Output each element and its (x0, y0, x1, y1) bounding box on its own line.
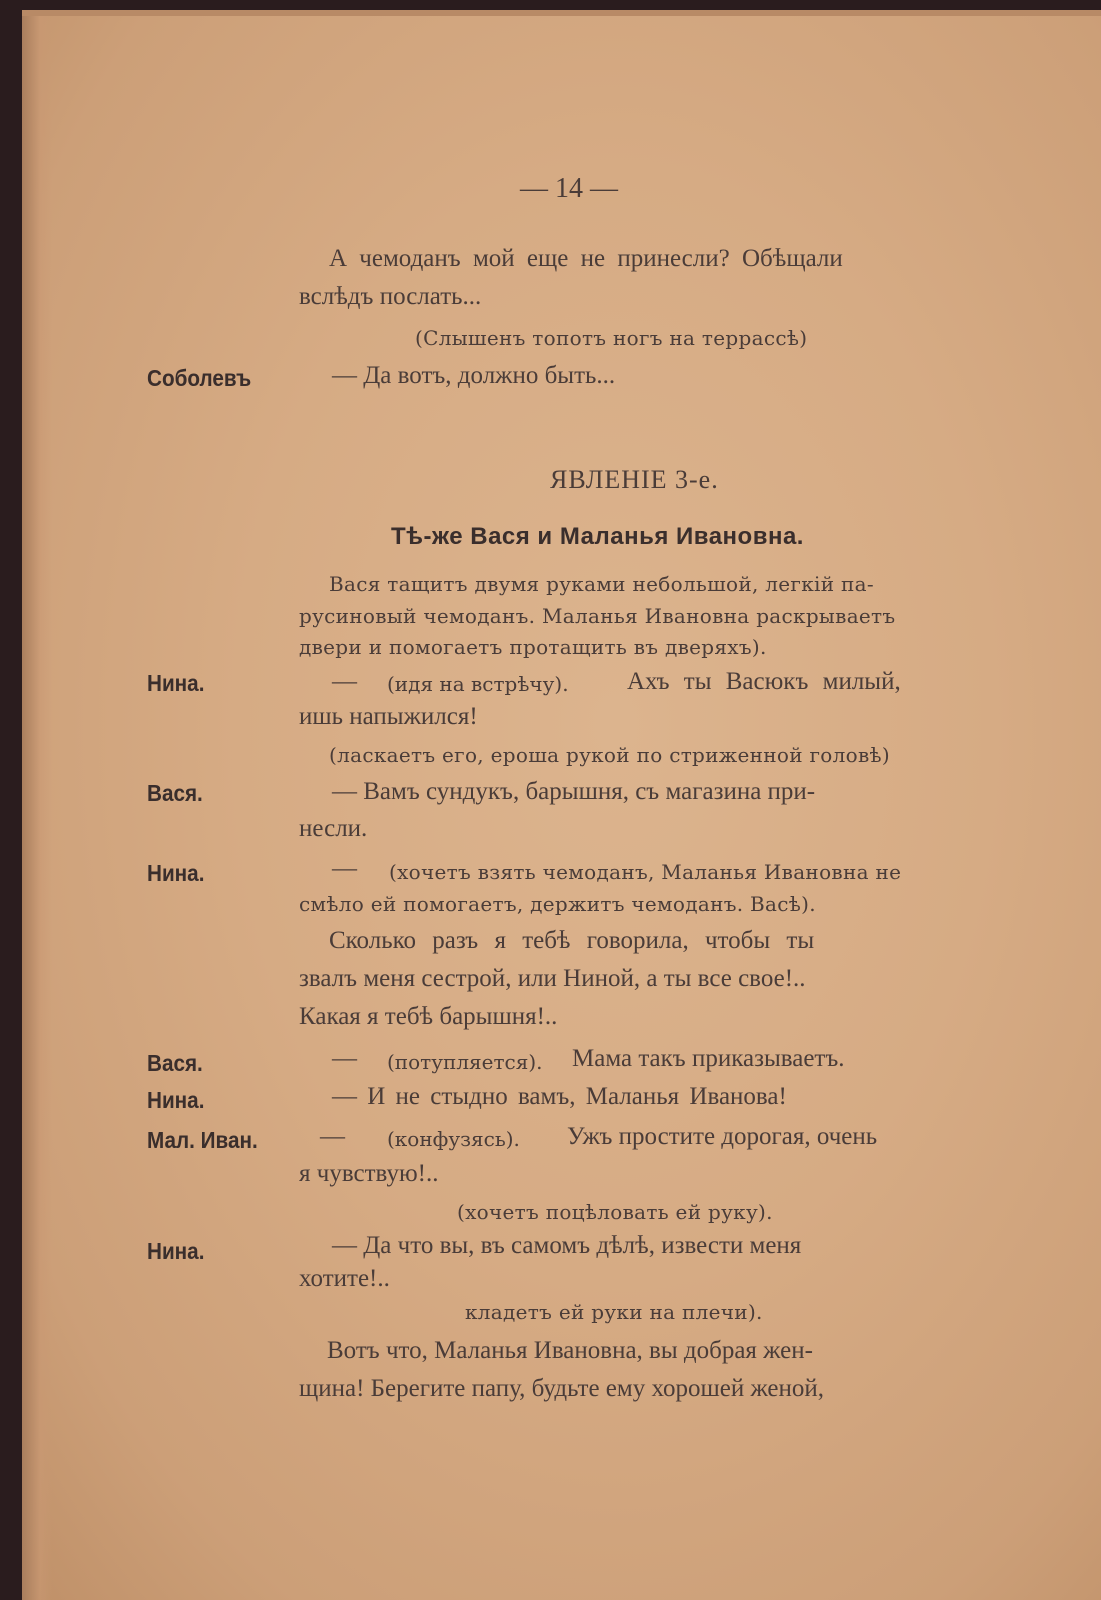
dash: — (332, 668, 357, 695)
dash: — (320, 1123, 345, 1150)
text-line: — И не стыдно вамъ, Маланья Иванова! (332, 1083, 787, 1110)
stage-direction: (хочетъ взять чемоданъ, Маланья Ивановна не (389, 860, 902, 884)
stage-direction: смѣло ей помогаетъ, держитъ чемоданъ. Васѣ). (299, 892, 816, 916)
text-line: — Вамъ сундукъ, барышня, съ магазина при- (332, 778, 816, 805)
dash: — (332, 855, 357, 882)
stage-direction: (идя на встрѣчу). (387, 672, 569, 696)
text-line: Ужъ простите дорогая, очень (567, 1123, 878, 1150)
text-line: Ахъ ты Васюкъ милый, (627, 668, 901, 695)
text-line: хотите!.. (299, 1265, 390, 1292)
stage-direction: (конфузясь). (387, 1127, 520, 1151)
stage-direction: Вася тащитъ двумя руками небольшой, легкій па- (329, 572, 874, 596)
stage-direction: (потупляется). (387, 1050, 543, 1074)
stage-direction: (хочетъ поцѣловать ей руку). (457, 1200, 773, 1224)
text-line: — Да что вы, въ самомъ дѣлѣ, извести меня (332, 1232, 802, 1259)
speaker-name: Нина. (147, 1087, 205, 1113)
speaker-name: Нина. (147, 860, 205, 886)
book-page (22, 10, 1101, 1600)
text-line: несли. (299, 815, 368, 842)
scene-cast: Тѣ-же Вася и Маланья Ивановна. (391, 523, 804, 550)
stage-direction: двери и помогаетъ протащить въ дверяхъ). (299, 635, 767, 659)
text-line: — Да вотъ, должно быть... (332, 362, 616, 389)
text-line: Какая я тебѣ барышня!.. (299, 1003, 558, 1030)
speaker-name: Мал. Иван. (147, 1127, 258, 1153)
stage-direction: кладетъ ей руки на плечи). (465, 1300, 763, 1324)
text-line: Вотъ что, Маланья Ивановна, вы добрая жен- (327, 1337, 813, 1364)
speaker-name: Вася. (147, 780, 203, 806)
text-line: щина! Берегите папу, будьте ему хорошей женой, (299, 1375, 825, 1402)
speaker-name: Вася. (147, 1050, 203, 1076)
speaker-name: Нина. (147, 1238, 205, 1264)
text-line: Мама такъ приказываетъ. (572, 1045, 845, 1072)
text-line: А чемоданъ мой еще не принесли? Обѣщали (329, 245, 843, 272)
scene-title: ЯВЛЕНІЕ 3-е. (550, 465, 719, 494)
text-line: Сколько разъ я тебѣ говорила, чтобы ты (329, 927, 815, 954)
text-line: звалъ меня сестрой, или Ниной, а ты все свое!.. (299, 965, 806, 992)
dash: — (332, 1045, 357, 1072)
page-gutter-shadow (22, 10, 52, 1600)
text-line: я чувствую!.. (299, 1160, 439, 1187)
page-top-edge (22, 10, 1101, 16)
page-number: — 14 — (520, 173, 618, 204)
text-line: ишь напыжился! (299, 703, 478, 730)
speaker-name: Соболевъ (147, 365, 252, 391)
text-line: вслѣдъ послать... (299, 283, 482, 310)
stage-direction: русиновый чемоданъ. Маланья Ивановна раскрываетъ (299, 604, 896, 628)
speaker-name: Нина. (147, 670, 205, 696)
stage-direction: (Слышенъ топотъ ногъ на террассѣ) (415, 326, 808, 350)
stage-direction: (ласкаетъ его, ероша рукой по стриженной головѣ) (329, 743, 891, 767)
